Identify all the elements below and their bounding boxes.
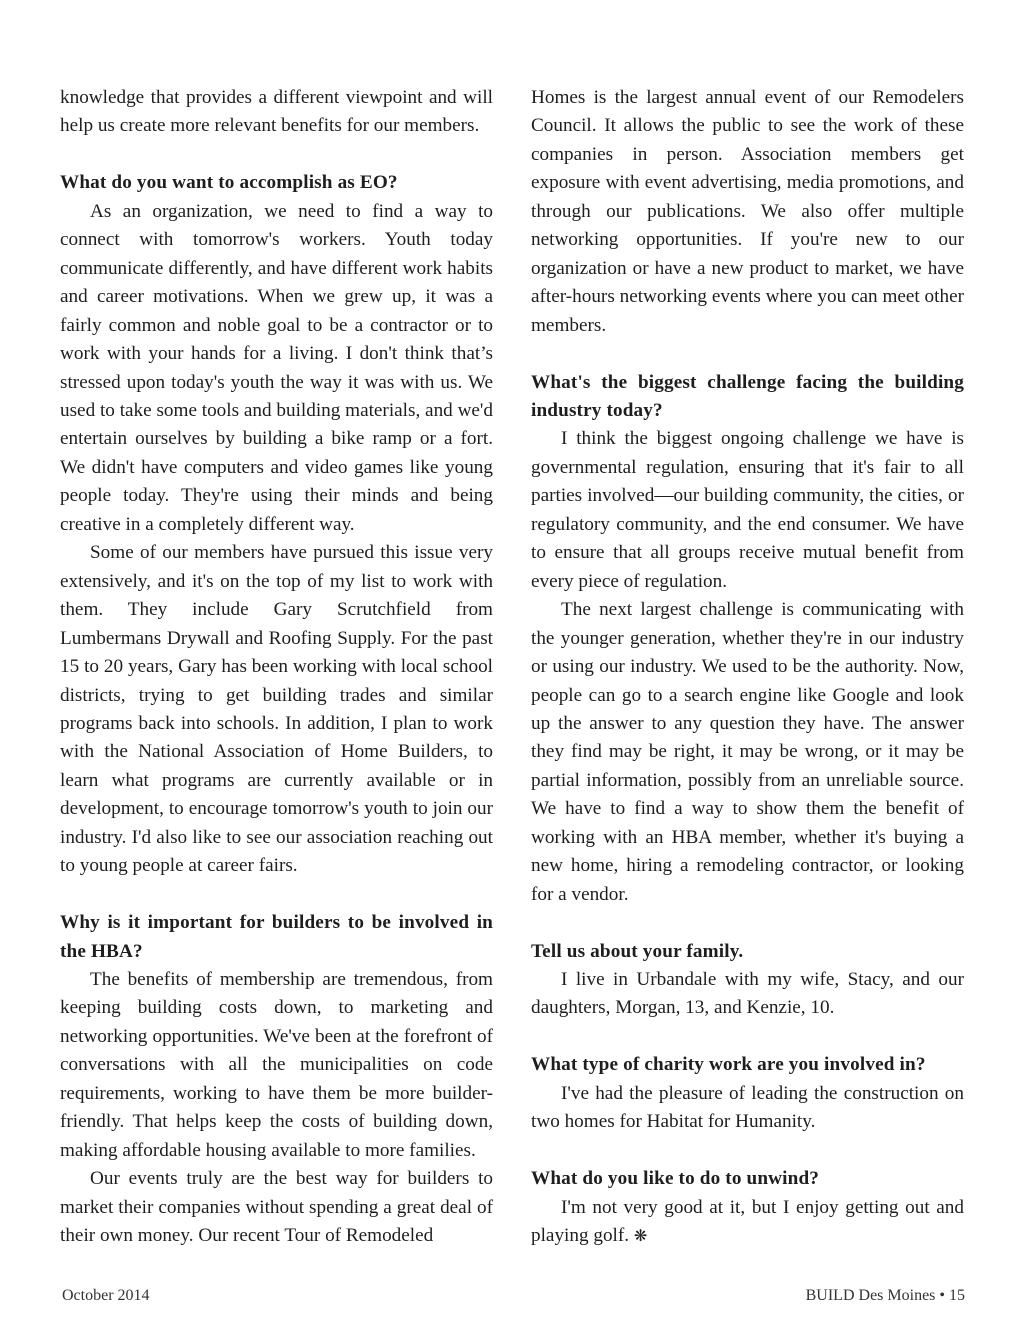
footer-folio — [806, 1286, 965, 1306]
qa-builders-involved — [60, 909, 493, 1250]
question-heading: Tell us about your family. — [531, 940, 744, 962]
paragraph: I've had the pleasure of leading the construction on two homes for Habitat for Humanity. — [531, 1082, 964, 1133]
question-heading: What do you want to accomplish as EO? — [60, 172, 398, 194]
paragraph: knowledge that provides a different viewpoint and will help us create more relevant benefits for our members. — [60, 87, 493, 137]
question-heading: What's the biggest challenge facing the building industry today? — [531, 371, 964, 421]
question-heading: What do you like to do to unwind? — [531, 1168, 820, 1190]
right-column — [531, 84, 964, 1252]
qa-charity-work — [531, 1051, 964, 1136]
paragraph: The next largest challenge is communicating with the younger generation, whether they're in our industry or using our industry. We used to be the authority. Now, people can go to a search engine like Google and look up the answer to any question they have. The answer they find may be right, it may be wrong, or it may be partial information, possibly from an unreliable source. We have to find a way to show them the benefit of working with an HBA member, whether it's buying a new home, hiring a remodeling contractor, or looking for a vendor. — [531, 599, 964, 905]
qa-biggest-challenge — [531, 369, 964, 910]
paragraph: Homes is the largest annual event of our Remodelers Council. It allows the public to see the work of these companies in person. Association members get exposure with event advertising, media promotions, and through our publications. We also offer multiple networking opportunities. If you're new to our organization or have a new product to market, we have after-hours networking events where you can meet other members. — [531, 87, 964, 336]
paragraph: As an organization, we need to find a way to connect with tomorrow's workers. Youth today communicate differently, and have different work habits and career motivations. When we grew up, it was a fairly common and noble goal to be a contractor or to work with your hands for a living. I don't think that’s stressed upon today's youth the way it was with us. We used to take some tools and building materials, and we'd entertain ourselves by building a bike ramp or a fort. We didn't have computers and video games like young people today. They're using their minds and being creative in a completely different way. — [60, 200, 493, 535]
question-heading: Why is it important for builders to be involved in the HBA? — [60, 912, 493, 962]
paragraph-text: I'm not very good at it, but I enjoy getting out and playing golf. — [531, 1196, 964, 1247]
qa-family — [531, 938, 964, 1023]
publication-name: BUILD Des Moines — [805, 1287, 936, 1304]
left-column — [60, 84, 493, 1251]
paragraph: The benefits of membership are tremendous, from keeping building costs down, to marketing and networking opportunities. We've been at the forefront of conversations with all the municipalities on code requirements, working to have them be more builder-friendly. That helps keep the costs of building down, making affordable housing available to more families. — [60, 969, 493, 1161]
qa-accomplish-as-eo — [60, 169, 493, 880]
end-of-article-icon: ❋ — [633, 1228, 648, 1246]
page-number: 15 — [949, 1287, 965, 1304]
paragraph: Some of our members have pursued this issue very extensively, and it's on the top of my list to work with them. They include Gary Scrutchfield from Lumbermans Drywall and Roofing Supply. For the past 15 to 20 years, Gary has been working with local school districts, trying to get building trades and similar programs back into schools. In addition, I plan to work with the National Association of Home Builders, to learn what programs are currently available or in development, to encourage tomorrow's youth to join our industry. I'd also like to see our association reaching out to young people at career fairs. — [60, 542, 493, 877]
continued-answer — [60, 84, 493, 141]
question-heading: What type of charity work are you involved in? — [531, 1054, 926, 1076]
paragraph: I think the biggest ongoing challenge we have is governmental regulation, ensuring that it's fair to all parties involved—our building community, the cities, or regulatory community, and the end consumer. We have to ensure that all groups receive mutual benefit from every piece of regulation. — [531, 428, 964, 592]
paragraph — [531, 1194, 964, 1252]
paragraph: I live in Urbandale with my wife, Stacy, and our daughters, Morgan, 13, and Kenzie, 10. — [531, 969, 964, 1019]
paragraph: Our events truly are the best way for builders to market their companies without spending a great deal of their own money. Our recent Tour of Remodeled — [60, 1168, 493, 1247]
qa-unwind — [531, 1165, 964, 1251]
footer-separator: • — [939, 1287, 945, 1304]
continued-answer — [531, 84, 964, 340]
footer-date: October 2014 — [62, 1287, 150, 1304]
